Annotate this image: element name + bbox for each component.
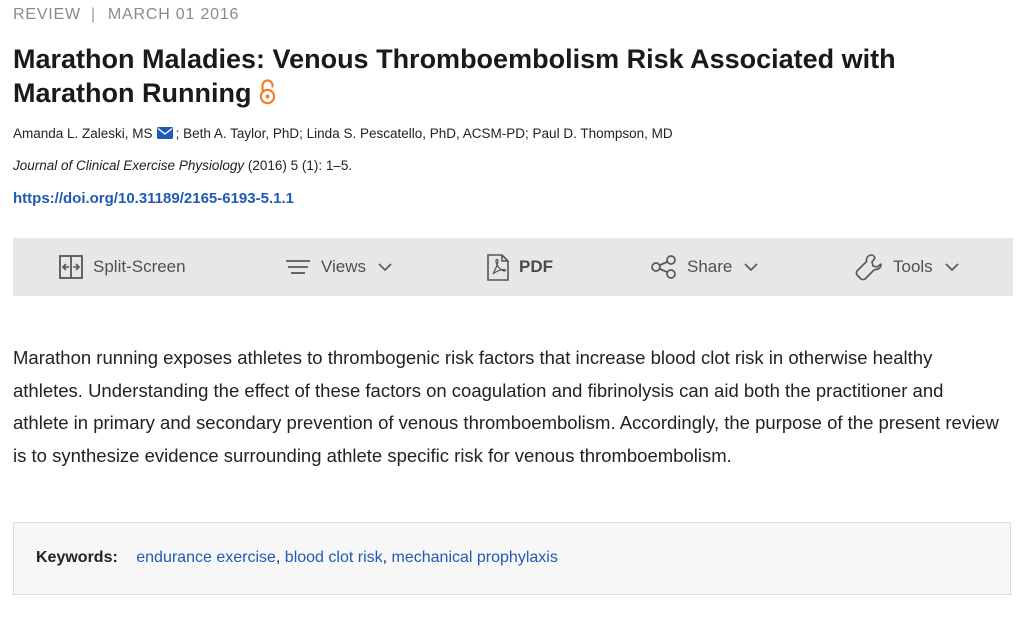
citation-details: (2016) 5 (1): 1–5. <box>244 158 353 173</box>
article-meta <box>13 6 239 24</box>
share-label: Share <box>687 257 733 276</box>
pdf-label: PDF <box>519 257 553 276</box>
author-name[interactable]: Beth A. Taylor, PhD <box>183 126 300 141</box>
chevron-down-icon <box>945 263 959 272</box>
pdf-button[interactable] <box>487 238 553 296</box>
journal-name[interactable]: Journal of Clinical Exercise Physiology <box>13 158 245 173</box>
abstract-text: Marathon running exposes athletes to thrombogenic risk factors that increase blood clot risk in otherwise healthy athletes. Understanding the effect of these factors on coagulation and fibrinolysis can aid both the practitioner and athlete in primary and secondary prevention of venous thromboembolism. Accordingly, the purpose of the present review is to synthesize evidence surrounding athlete specific risk for venous thromboembolism. <box>13 347 999 466</box>
keywords-box <box>13 522 1011 595</box>
email-icon[interactable] <box>157 127 173 142</box>
chevron-down-icon <box>378 263 392 272</box>
keyword-link[interactable]: blood clot risk <box>284 549 383 566</box>
keywords-label: Keywords: <box>36 549 118 566</box>
tools-dropdown[interactable] <box>855 238 959 296</box>
share-icon <box>651 255 677 279</box>
meta-separator: | <box>90 6 96 23</box>
keyword-separator: , <box>382 549 388 566</box>
views-label: Views <box>321 257 367 276</box>
split-screen-icon <box>59 255 83 279</box>
author-name[interactable]: Linda S. Pescatello, PhD, ACSM-PD <box>306 126 526 141</box>
split-screen-label: Split-Screen <box>93 257 186 276</box>
author-name[interactable]: Paul D. Thompson, MD <box>532 126 673 141</box>
article-title-text: Marathon Maladies: Venous Thromboembolism Risk Associated with Marathon Running <box>13 44 896 108</box>
publication-date: MARCH 01 2016 <box>107 6 240 23</box>
keyword-link[interactable]: endurance exercise <box>136 549 276 566</box>
author-list <box>13 126 673 142</box>
share-dropdown[interactable] <box>651 238 758 296</box>
article-title <box>13 42 993 113</box>
tools-label: Tools <box>893 257 933 276</box>
wrench-icon <box>855 253 883 281</box>
split-screen-button[interactable] <box>59 238 186 296</box>
pdf-file-icon <box>487 254 509 281</box>
chevron-down-icon <box>744 263 758 272</box>
doi-link[interactable]: https://doi.org/10.31189/2165-6193-5.1.1 <box>13 190 294 207</box>
article-type: REVIEW <box>13 6 81 23</box>
menu-lines-icon <box>285 259 311 275</box>
keyword-separator: , <box>275 549 281 566</box>
views-dropdown[interactable] <box>285 238 392 296</box>
author-separator: ; <box>175 126 184 141</box>
author-separator: ; <box>299 126 307 141</box>
journal-citation <box>13 158 352 173</box>
keyword-link[interactable]: mechanical prophylaxis <box>391 549 558 566</box>
article-toolbar <box>13 238 1013 296</box>
open-access-lock-icon <box>259 79 276 113</box>
author-separator: ; <box>525 126 533 141</box>
author-name[interactable]: Amanda L. Zaleski, MS <box>13 126 153 141</box>
